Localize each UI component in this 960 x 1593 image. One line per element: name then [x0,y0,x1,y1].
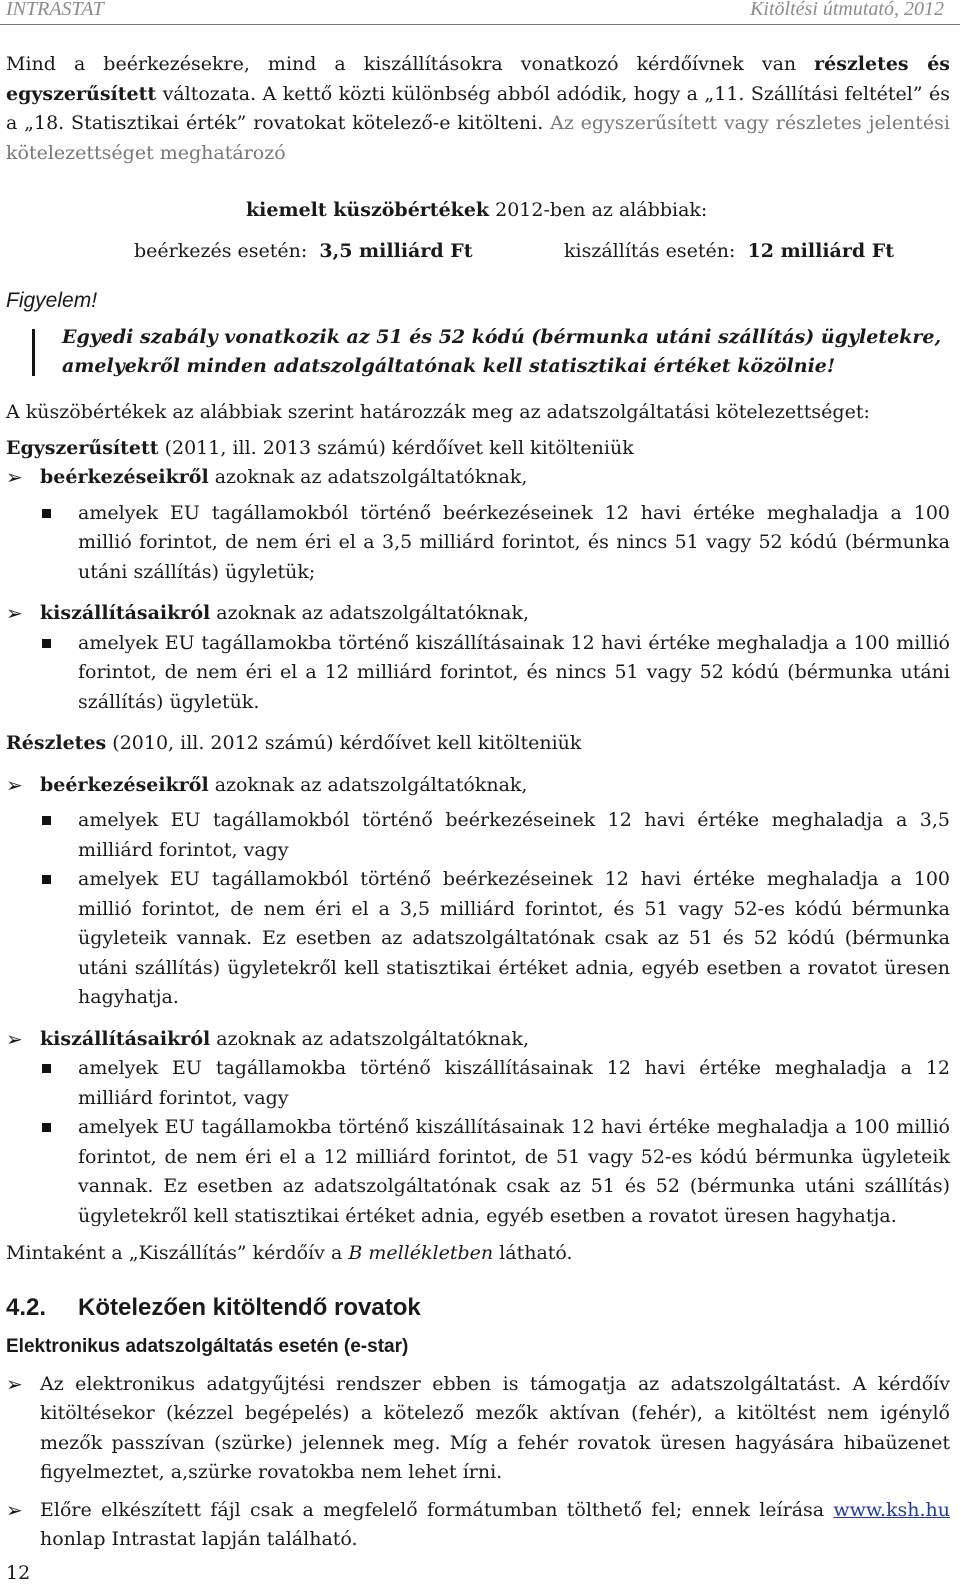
section-number: 4.2. [6,1293,47,1321]
arrow-bullet-icon: ➢ [6,1497,23,1522]
notice-box [6,323,950,381]
detailed-outbound-condition-2: amelyek EU tagállamokba történő kiszállításainak 12 havi értéke meghaladja a 100 millió forintot, de nem éri el a 12 milliárd forintot, de 51 vagy 52-es kódú bérmunka ügyleteik vannak. Ez esetben az adatszolgáltatónak csak az 51 és 52 (bérmunka utáni szállítás) ügyletekről kell statisztikai értéket adnia, egyéb esetben a rovatot üresen hagyhatja. [6,1113,950,1231]
page-content [6,50,950,1555]
simplified-heading: Egyszerűsített (2011, ill. 2013 számú) kérdőívet kell kitölteniük [6,436,634,459]
simplified-inbound-item: ➢ beérkezéseikről azoknak az adatszolgáltatóknak, [6,463,950,493]
arrow-bullet-icon: ➢ [6,1371,23,1396]
basis-text: A küszöbértékek az alábbiak szerint határozzák meg az adatszolgáltatási kötelezettséget: [6,401,870,423]
section-title: Kötelezően kitöltendő rovatok [78,1293,421,1321]
threshold-outbound: kiszállítás esetén: 12 milliárd Ft [564,239,895,262]
thresholds-title: kiemelt küszöbértékek 2012-ben az alábbiak: [246,199,708,221]
page-header [0,0,960,26]
section-subtitle: Elektronikus adatszolgáltatás esetén (e-star) [6,1336,409,1357]
square-bullet-icon [42,1123,51,1132]
arrow-bullet-icon: ➢ [6,1026,23,1051]
notice-bar [32,329,35,376]
square-bullet-icon [42,509,51,518]
square-bullet-icon [42,875,51,884]
arrow-bullet-icon: ➢ [6,772,23,797]
ksh-link[interactable]: www.ksh.hu [833,1498,950,1521]
intro-paragraph: Mind a beérkezésekre, mind a kiszállításokra vonatkozó kérdőívnek van részletes és egyszerűsített változata. A kettő közti különbség abból adódik, hogy a „11. Szállítási feltétel” és a „18. Statisztikai érték” rovatokat kötelező-e kitölteni. Az egyszerűsített vagy részletes jelentési kötelezettséget meghatározó [6,53,951,164]
notice-text: Egyedi szabály vonatkozik az 51 és 52 kódú (bérmunka utáni szállítás) ügyletekre, amelyekről minden adatszolgáltatónak kell statisztikai értéket közölnie! [62,326,942,377]
arrow-bullet-icon: ➢ [6,601,23,625]
notice-title: Figyelem! [6,288,98,312]
detailed-outbound-condition-1: amelyek EU tagállamokba történő kiszállításainak 12 havi értéke meghaladja a 12 milliárd forintot, vagy [6,1054,950,1113]
simplified-inbound-condition: amelyek EU tagállamokból történő beérkezéseinek 12 havi értéke meghaladja a 100 millió forintot, de nem éri el a 3,5 milliárd forintot, és nincs 51 vagy 52 kódú (bérmunka utáni szállítás) ügyletük; [6,499,950,588]
header-divider [0,24,960,25]
estar-item-2: ➢ Előre elkészített fájl csak a megfelelő formátumban tölthető fel; ennek leírása www.ksh.hu honlap Intrastat lapján található. [6,1497,950,1550]
square-bullet-icon [42,639,51,648]
estar-item-1: ➢ Az elektronikus adatgyűjtési rendszer ebben is támogatja az adatszolgáltatást. A kérdőív kitöltésekor (kézzel begépelés) a kötelező mezők aktívan (fehér), a kitöltést nem igénylő mezők passzívan (szürke) jelennek meg. Míg a fehér rovatok üresen hagyására hibaüzenet figyelmeztet, a,szürke rovatokba nem lehet írni. [6,1371,950,1483]
simplified-outbound-condition: amelyek EU tagállamokba történő kiszállításainak 12 havi értéke meghaladja a 100 millió forintot, de nem éri el a 12 milliárd forintot, és nincs 51 vagy 52 kódú (bérmunka utáni szállítás) ügyletük. [6,629,950,718]
detailed-heading: Részletes (2010, ill. 2012 számú) kérdőívet kell kitölteniük [6,732,582,754]
arrow-bullet-icon: ➢ [6,465,23,489]
detailed-inbound-condition-2: amelyek EU tagállamokból történő beérkezéseinek 12 havi értéke meghaladja a 100 millió forintot, de nem éri el a 3,5 milliárd forintot, és 51 vagy 52-es kódú bérmunka ügyleteik vannak. Ez esetben az adatszolgáltatónak csak az 51 és 52 kódú (bérmunka utáni szállítás) ügyletekről kell statisztikai értéket adnia, egyéb esetben a rovatot üresen hagyhatja. [6,865,950,1013]
header-subtitle: Kitöltési útmutató, 2012 [750,0,944,20]
sample-note: Mintaként a „Kiszállítás” kérdőív a B mellékletben látható. [6,1242,573,1264]
page-number: 12 [6,1562,31,1584]
square-bullet-icon [42,816,51,825]
threshold-inbound: beérkezés esetén: 3,5 milliárd Ft [134,239,473,262]
simplified-outbound-item: ➢ kiszállításaikról azoknak az adatszolgáltatóknak, [6,599,950,629]
thresholds-row [6,237,950,267]
square-bullet-icon [42,1064,51,1073]
detailed-inbound-item: ➢ beérkezéseikről azoknak az adatszolgáltatóknak, [6,771,950,801]
detailed-inbound-condition-1: amelyek EU tagállamokból történő beérkezéseinek 12 havi értéke meghaladja a 3,5 milliárd forintot, vagy [6,806,950,865]
header-title: INTRASTAT [6,0,104,20]
detailed-outbound-item: ➢ kiszállításaikról azoknak az adatszolgáltatóknak, [6,1025,950,1055]
section-heading [6,1293,950,1323]
